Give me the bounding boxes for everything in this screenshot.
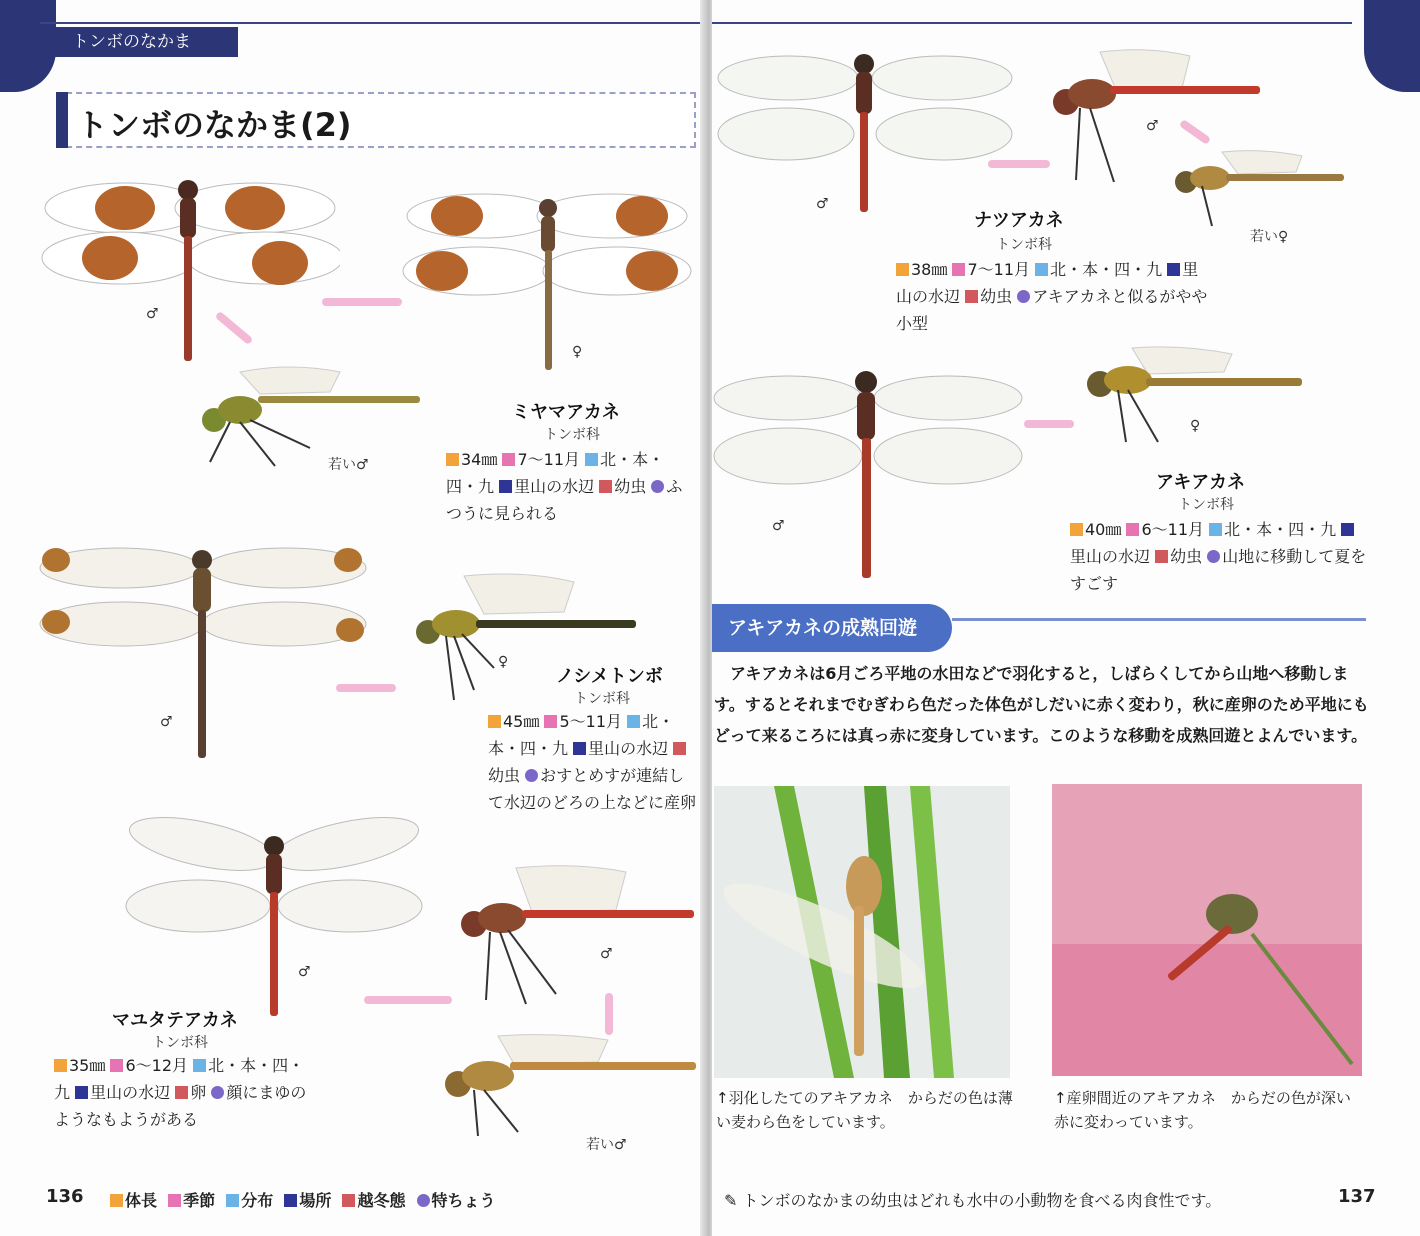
species-family: トンボ科 [574, 691, 630, 707]
noshime-tonbo-male-photo [38, 540, 368, 762]
species-family: トンボ科 [996, 237, 1052, 253]
sex-label-male: ♂ [1146, 118, 1159, 134]
mayutate-akane-male-side-photo [456, 864, 698, 1014]
left-page [0, 0, 708, 1236]
footer-note: ✎ トンボのなかまの幼虫はどれも水中の小動物を食べる肉食性です。 [724, 1191, 1222, 1210]
sex-label-female: ♀ [1190, 418, 1201, 434]
page-number: 137 [1338, 1186, 1376, 1207]
species-info: 35㎜ 6～12月 北・本・四・九 里山の水辺 卵 顔にまゆのようなもようがある [54, 1056, 307, 1129]
page-title-bar [56, 92, 696, 148]
pencil-icon: ✎ [724, 1191, 738, 1210]
photo-caption: ↑羽化したてのアキアカネ からだの色は薄い麦わら色をしています。 [716, 1089, 1013, 1131]
mayutate-akane-young-male-photo [438, 1032, 700, 1138]
header-rule [40, 22, 700, 24]
sex-label-female: ♀ [498, 654, 509, 670]
photo-caption: ↑産卵間近のアキアカネ からだの色が深い赤に変わっています。 [1054, 1089, 1351, 1131]
connector [988, 160, 1050, 168]
header-rule [712, 22, 1352, 24]
species-info: 34㎜ 7～11月 北・本・四・九 里山の水辺 幼虫 ふつうに見られる [446, 450, 683, 523]
feature-body: アキアカネは6月ごろ平地の水田などで羽化すると，しばらくしてから山地へ移動します。するとそれまでむぎわら色だった体色がしだいに赤く変わり，秋に産卵のため平地にもどって来るころには真っ赤に変身しています。このような移動を成熟回遊とよんでいます。 [714, 664, 1369, 745]
miyama-akane-female-photo [402, 186, 692, 376]
connector [322, 298, 402, 306]
species-name: ナツアカネ [974, 210, 1064, 231]
feature-title: アキアカネの成熟回遊 [712, 604, 952, 652]
legend: 体長 季節 分布 場所 越冬態 特ちょう [110, 1188, 502, 1211]
miyama-akane-young-male-photo [200, 362, 424, 472]
sex-label-male: ♂ [816, 196, 829, 212]
sex-label-male: ♂ [298, 964, 311, 980]
species-info: 40㎜ 6～11月 北・本・四・九 里山の水辺 幼虫 山地に移動して夏をすごす [1070, 520, 1367, 593]
species-family: トンボ科 [544, 427, 600, 443]
species-name: ノシメトンボ [556, 666, 663, 687]
corner-tab [1364, 0, 1420, 92]
page-number: 136 [46, 1186, 84, 1207]
species-info: 38㎜ 7～11月 北・本・四・九 里山の水辺 幼虫 アキアカネと似るがやや小型 [896, 260, 1208, 333]
natsu-akane-male-photo [716, 44, 1016, 214]
sex-label-male: ♂ [160, 714, 173, 730]
connector [1024, 420, 1074, 428]
species-info: 45㎜ 5～11月 北・本・四・九 里山の水辺 幼虫 おすとめすが連結して水辺のどろの上などに産卵 [488, 712, 697, 812]
mature-aki-akane-photo [1052, 784, 1362, 1076]
sex-label-young-female: 若い♀ [1250, 229, 1289, 245]
natsu-akane-young-female-photo [1172, 150, 1346, 230]
emerged-aki-akane-photo [714, 786, 1010, 1078]
sex-label-male: ♂ [772, 518, 785, 534]
sex-label-male: ♂ [146, 306, 159, 322]
mayutate-akane-male-photo [124, 810, 424, 1020]
species-family: トンボ科 [152, 1035, 208, 1051]
species-name: アキアカネ [1156, 472, 1246, 493]
species-family: トンボ科 [1178, 497, 1234, 513]
sex-label-young-male: 若い♂ [328, 457, 369, 473]
miyama-akane-male-photo [40, 168, 340, 368]
species-name: マユタテアカネ [112, 1010, 238, 1031]
sex-label-male: ♂ [600, 946, 613, 962]
page-title: トンボのなかま(2) [76, 106, 352, 144]
sex-label-female: ♀ [572, 344, 583, 360]
feature-rule [952, 618, 1366, 621]
sex-label-young-male: 若い♂ [586, 1137, 627, 1153]
section-label: トンボのなかま [40, 27, 238, 57]
species-name: ミヤマアカネ [512, 402, 620, 423]
aki-akane-male-photo [712, 362, 1026, 582]
connector [336, 684, 396, 692]
connector [364, 996, 452, 1004]
